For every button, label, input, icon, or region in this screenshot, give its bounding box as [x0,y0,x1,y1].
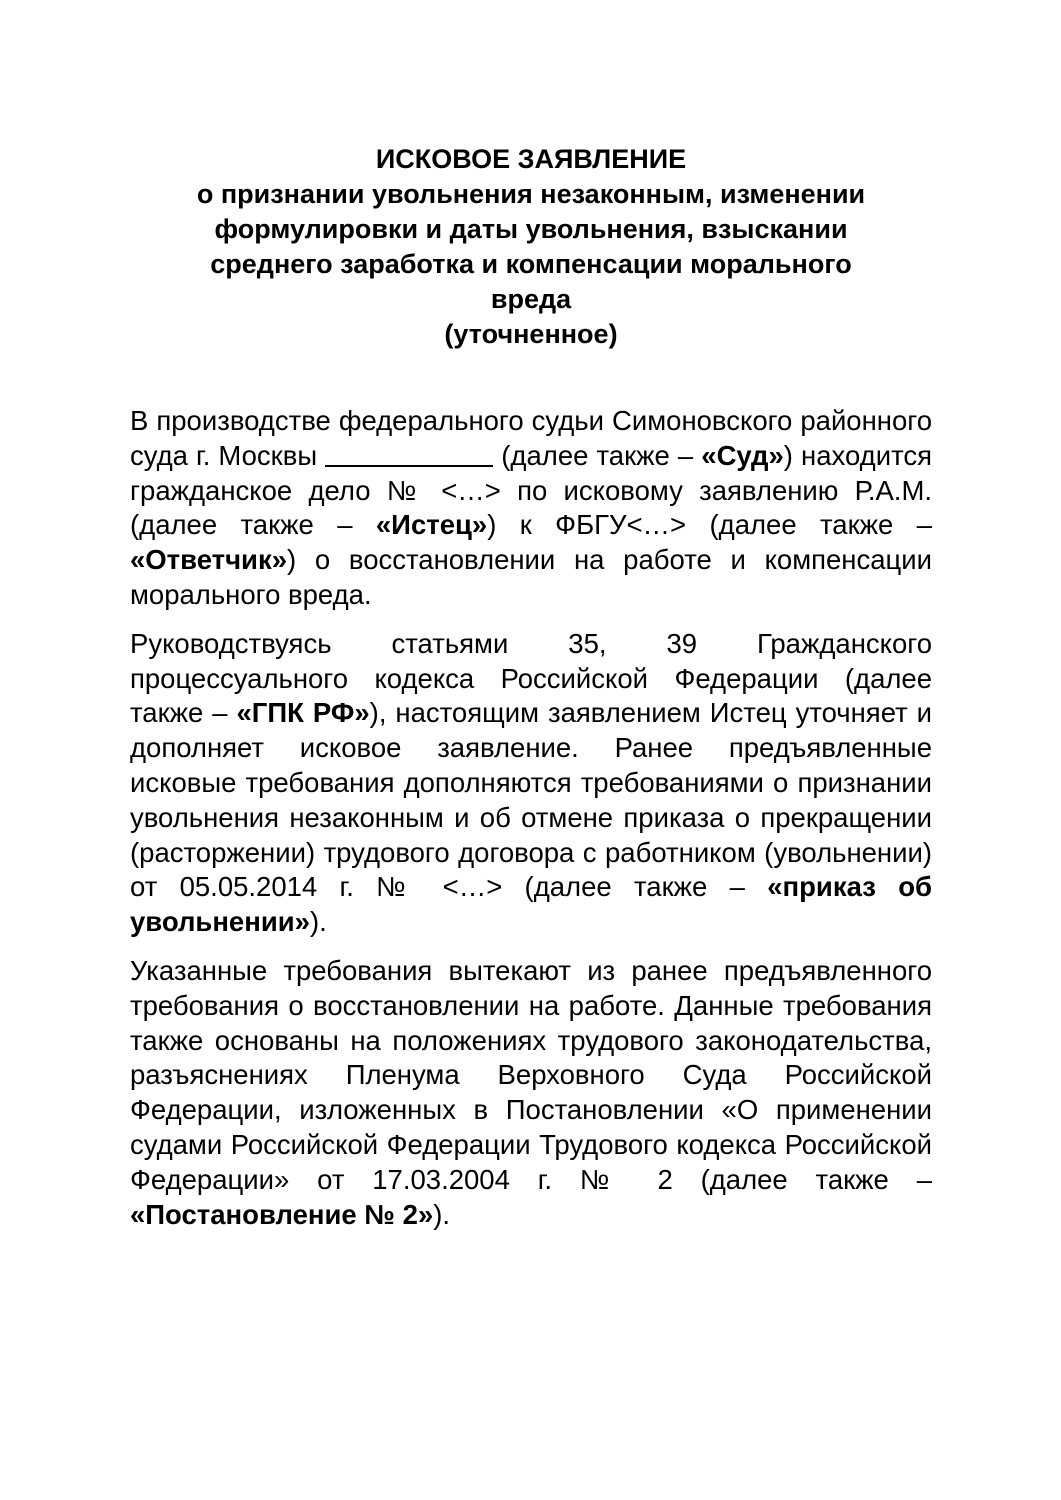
paragraph-text: ) находится гражданское дело № <…> по исковому заявлению Р.А.М. (далее также – [130,439,932,541]
paragraph-3 [130,954,932,1232]
document-header [130,142,932,352]
paragraph-text: ), настоящим заявлением Истец уточняет и дополняет исковое заявление. Ранее предъявленные исковые требования дополняются требованиями о признании увольнения незаконным и об отмене приказа о прекращении (расторжении) трудового договора с работником (увольнении) от 05.05.2014 г. № <…> (далее также – [130,697,932,903]
paragraph-text: ) о восстановлении на работе и компенсации морального вреда. [130,544,932,610]
defined-term-gpk: «ГПК РФ» [236,697,370,729]
paragraph-text: Руководствуясь статьями 35, 39 Гражданского процессуального кодекса Российской Федерации (далее также – [130,627,932,729]
defined-term-defendant: «Ответчик» [130,544,288,576]
document-note: (уточненное) [444,319,618,349]
document-title: ИСКОВОЕ ЗАЯВЛЕНИЕ [375,144,687,174]
defined-term-resolution-2: «Постановление № 2» [130,1198,434,1230]
paragraph-2 [130,627,932,940]
paragraph-text: (далее также – [493,439,702,471]
defined-term-dismissal-order: «приказ об увольнении» [130,871,932,938]
judge-name-blank-line [325,441,493,467]
paragraph-text: ) к ФБГУ<…> (далее также – [487,509,932,541]
defined-term-plaintiff: «Истец» [375,509,488,541]
document-subtitle-line-4: вреда [490,284,572,314]
document-subtitle-line-3: среднего заработка и компенсации морального [210,249,852,279]
document-subtitle-line-2: формулировки и даты увольнения, взыскании [214,214,848,244]
document-subtitle-line-1: о признании увольнения незаконным, изменении [196,179,866,209]
paragraph-text: ). [433,1198,451,1230]
defined-term-court: «Суд» [701,439,784,471]
document-body [130,404,932,1246]
paragraph-text: В производстве федерального судьи Симоновского районного суда г. Москвы [130,405,932,471]
paragraph-text: ). [309,906,327,938]
paragraph-1 [130,404,932,613]
paragraph-text: Указанные требования вытекают из ранее предъявленного требования о восстановлении на работе. Данные требования также основаны на положениях трудового законодательства, разъяснениях Пленума Верховного Суда Российской Федерации, изложенных в Постановлении «О применении судами Российской Федерации Трудового кодекса Российской Федерации» от 17.03.2004 г. № 2 (далее также – [130,954,932,1195]
